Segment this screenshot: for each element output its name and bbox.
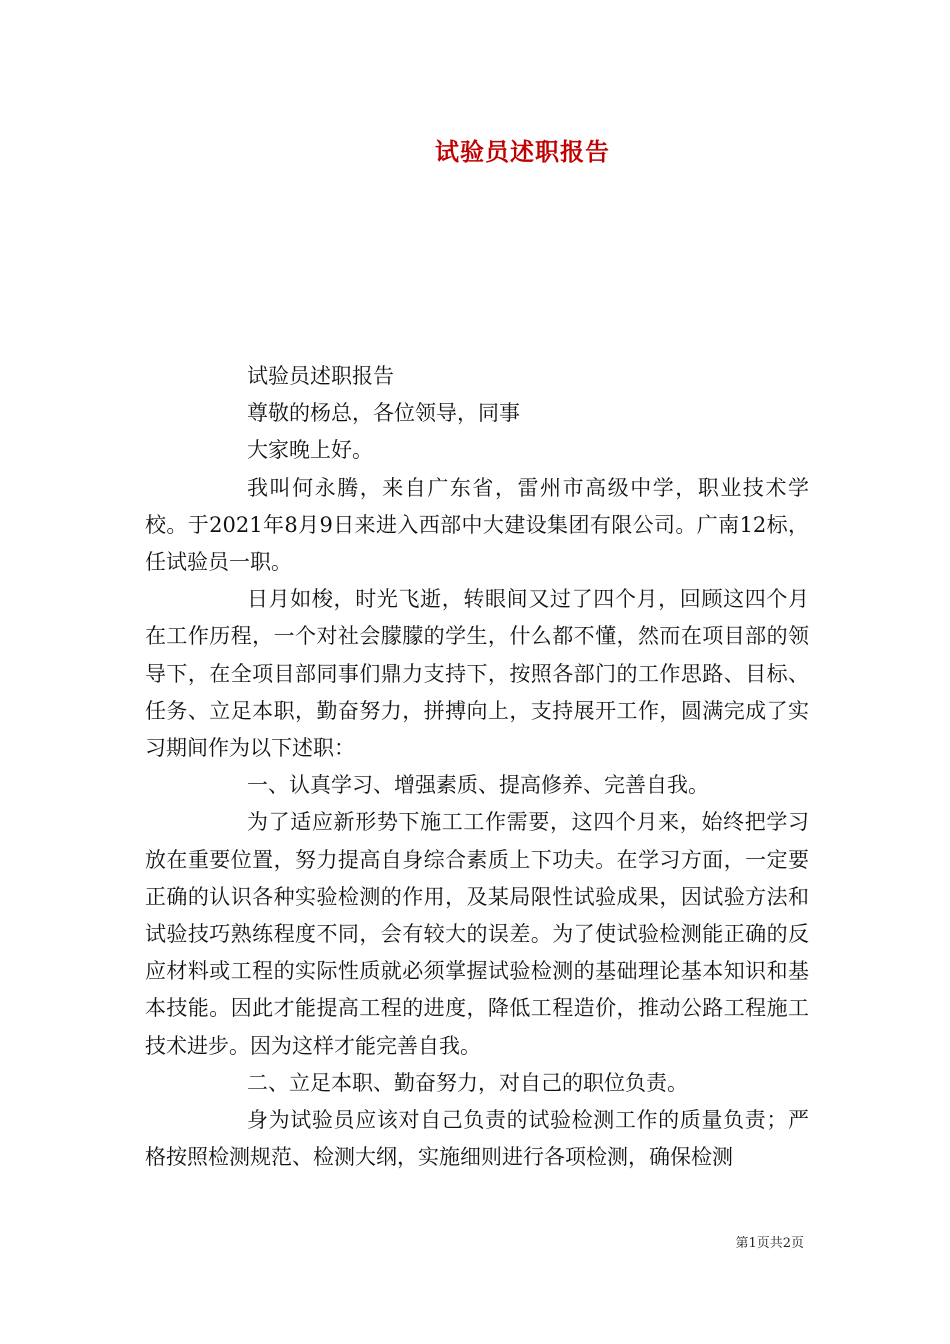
body-paragraph-introduction: 我叫何永腾，来自广东省，雷州市高级中学，职业技术学校。于2021年8月9日来进入西部中大建设集团有限公司。广南12标，任试验员一职。 [145, 475, 809, 575]
page-number: 第1页共2页 [735, 1236, 804, 1251]
body-paragraph-section-one-heading: 一、认真学习、增强素质、提高修养、完善自我。 [247, 773, 709, 798]
body-paragraph-greeting: 大家晚上好。 [247, 438, 373, 463]
body-paragraph-heading: 试验员述职报告 [247, 364, 394, 388]
body-paragraph-section-two-heading: 二、立足本职、勤奋努力，对自己的职位负责。 [247, 1070, 688, 1095]
document-title: 试验员述职报告 [435, 137, 610, 166]
document-body [145, 358, 809, 1176]
body-paragraph-section-one-body: 为了适应新形势下施工工作需要，这四个月来，始终把学习放在重要位置，努力提高自身综合素质上下功夫。在学习方面，一定要正确的认识各种实验检测的作用，及某局限性试验成果，因试验方法和试验技巧熟练程度不同，会有较大的误差。为了使试验检测能正确的反应材料或工程的实际性质就必须掌握试验检测的基础理论基本知识和基本技能。因此才能提高工程的进度，降低工程造价，推动公路工程施工技术进步。因为这样才能完善自我。 [145, 810, 809, 1058]
body-paragraph-section-two-body: 身为试验员应该对自己负责的试验检测工作的质量负责；严格按照检测规范、检测大纲，实施细则进行各项检测，确保检测 [145, 1108, 809, 1170]
body-paragraph-salutation: 尊敬的杨总，各位领导，同事 [247, 401, 520, 426]
body-paragraph-review: 日月如梭，时光飞逝，转眼间又过了四个月，回顾这四个月在工作历程，一个对社会朦朦的学生，什么都不懂，然而在项目部的领导下，在全项目部同事们鼎力支持下，按照各部门的工作思路、目标、任务、立足本职，勤奋努力，拼搏向上，支持展开工作，圆满完成了实习期间作为以下述职： [145, 587, 809, 761]
